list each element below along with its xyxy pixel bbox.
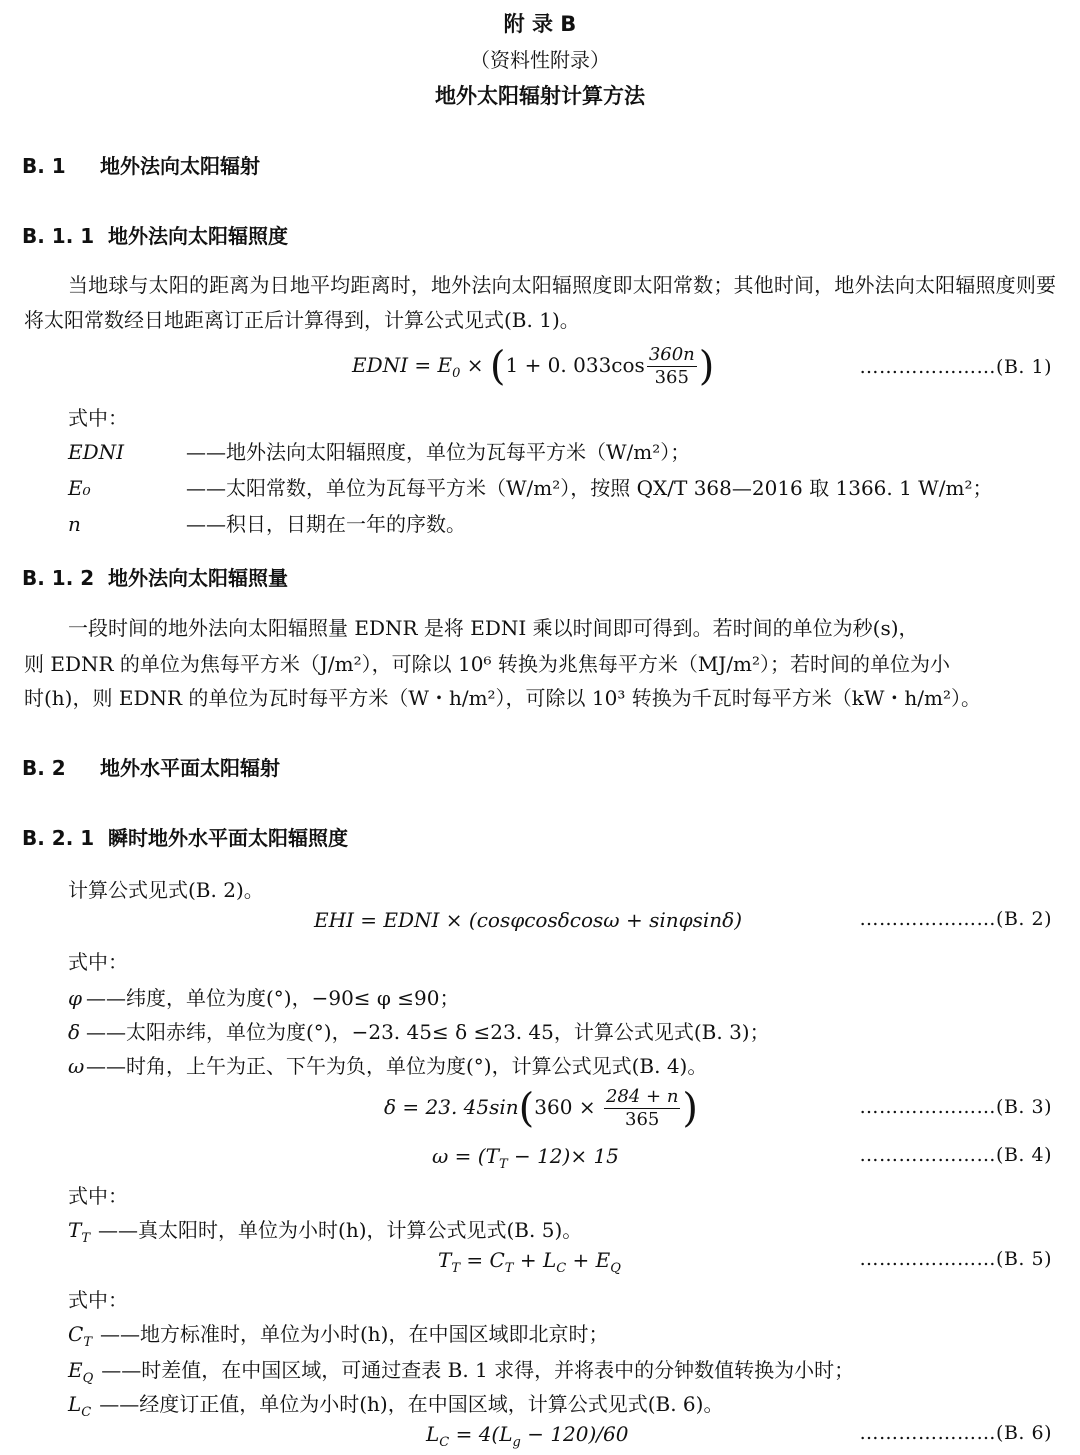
appendix-label: 附 录 B (503, 12, 577, 36)
paragraph: 当地球与太阳的距离为日地平均距离时，地外法向太阳辐照度即太阳常数；其他时间，地外法向太阳辐照度则要将太阳常数经日地距离订正后计算得到，计算公式见式(B. 1)。 (24, 273, 1056, 332)
section-title: 地外水平面太阳辐射 (100, 756, 280, 780)
eq-sub: T (498, 1157, 508, 1172)
eq-sub: T (451, 1261, 461, 1276)
eq-sub: T (504, 1261, 514, 1276)
definition-ct (68, 1318, 608, 1350)
eq-part: L (426, 1422, 440, 1446)
section-title: 地外法向太阳辐照量 (108, 566, 288, 590)
def-text: ——地外法向太阳辐照度，单位为瓦每平方米（W/m²）； (186, 440, 691, 464)
frac-denominator: 365 (654, 367, 689, 388)
def-symbol: φ (68, 986, 83, 1010)
paragraph-line: 一段时间的地外法向太阳辐照量 EDNR 是将 EDNI 乘以时间即可得到。若时间的单位为秒(s)， (68, 616, 919, 640)
eq-sub: 0 (452, 366, 461, 381)
eq-sub: Q (610, 1261, 621, 1276)
def-sub: T (81, 1231, 91, 1246)
eq-times: × (460, 353, 490, 377)
def-symbol: E (68, 1358, 83, 1382)
eq-lhs: EDNI = E (352, 353, 453, 377)
equation-number-b6: …………………(B. 6) (859, 1422, 1052, 1444)
equation-b1: EDNI = $E_0 \times (1 + 0$. 033cos $\frac{360n}{365}$ ) (352, 343, 715, 390)
section-b1-2 (22, 562, 288, 591)
section-b1-1 (22, 220, 288, 249)
eq-fraction (604, 1086, 680, 1131)
appendix-title: 地外太阳辐射计算方法 (435, 84, 645, 108)
def-symbol: EDNI (68, 440, 125, 464)
section-number: B. 1. 1 (22, 224, 95, 248)
equation-b2: EHI = EDNI × (cosφcosδcosω + sinφsinδ) (314, 908, 742, 932)
equation-b4 (432, 1144, 619, 1172)
def-text: ——地方标准时，单位为小时(h)，在中国区域即北京时； (99, 1322, 609, 1346)
section-title: 瞬时地外水平面太阳辐照度 (108, 826, 348, 850)
def-text: ——时差值，在中国区域，可通过查表 B. 1 求得，并将表中的分钟数值转换为小时； (101, 1358, 855, 1382)
appendix-type: （资料性附录） (470, 48, 610, 72)
eq-sub: C (556, 1261, 567, 1276)
eq-rest: − 12)× 15 (507, 1144, 619, 1168)
definition-phi (68, 982, 460, 1011)
section-b1 (22, 150, 260, 179)
def-text: ——太阳常数，单位为瓦每平方米（W/m²），按照 QX/T 368—2016 取 1366. 1 W/m²； (186, 476, 993, 500)
equation-number-b4: …………………(B. 4) (859, 1144, 1052, 1166)
definition-edni (68, 436, 690, 465)
paragraph-line: 则 EDNR 的单位为焦每平方米（J/m²），可除以 10⁶ 转换为兆焦每平方米（MJ/m²）；若时间的单位为小 (24, 652, 951, 676)
section-number: B. 1. 2 (22, 566, 95, 590)
eq-part: = C (460, 1248, 505, 1272)
definition-omega (68, 1050, 707, 1079)
eq-sub: g (512, 1435, 521, 1450)
def-symbol: E₀ (68, 476, 91, 500)
eq-part: T (438, 1248, 452, 1272)
definition-eq (68, 1354, 854, 1386)
intro-text: 计算公式见式(B. 2)。 (68, 878, 264, 902)
def-symbol: T (68, 1218, 82, 1242)
def-text: ——积日，日期在一年的序数。 (186, 512, 466, 536)
definition-e0 (68, 472, 992, 501)
section-title: 地外法向太阳辐射 (100, 154, 260, 178)
eq-sub: C (439, 1435, 450, 1450)
where-label: 式中： (68, 1184, 128, 1208)
equation-number-b1: …………………(B. 1) (859, 356, 1052, 378)
frac-numerator: 360n (648, 344, 695, 365)
where-label: 式中： (68, 950, 128, 974)
def-symbol: L (68, 1392, 82, 1416)
def-text: ——太阳赤纬，单位为度(°)，−23. 45≤ δ ≤23. 45，计算公式见式(B. 3)； (86, 1020, 770, 1044)
eq-lhs: ω = (T (432, 1144, 499, 1168)
equation-b3: δ = 23. 45sin(360 × $\frac{284 + n}{365}$ ) (384, 1085, 699, 1132)
where-label: 式中： (68, 406, 128, 430)
def-symbol: δ (68, 1020, 81, 1044)
def-text: ——纬度，单位为度(°)，−90≤ φ ≤90； (86, 986, 460, 1010)
eq-lhs: δ = 23. 45sin (384, 1095, 519, 1119)
def-text: ——经度订正值，单位为小时(h)，在中国区域，计算公式见式(B. 6)。 (99, 1392, 724, 1416)
def-symbol: ω (68, 1054, 85, 1078)
def-symbol: C (68, 1322, 84, 1346)
equation-b5 (438, 1248, 621, 1276)
frac-numerator: 284 + n (605, 1086, 679, 1107)
equation-number-b3: …………………(B. 3) (859, 1096, 1052, 1118)
paragraph-line: 时(h)，则 EDNR 的单位为瓦时每平方米（W・h/m²），可除以 10³ 转换为千瓦时每平方米（kW・h/m²）。 (24, 686, 982, 710)
equation-number-b5: …………………(B. 5) (859, 1248, 1052, 1270)
eq-part: + E (566, 1248, 611, 1272)
section-number: B. 1 (22, 154, 66, 178)
definition-delta (68, 1016, 770, 1045)
def-sub: T (83, 1335, 92, 1350)
def-text: ——真太阳时，单位为小时(h)，计算公式见式(B. 5)。 (98, 1218, 583, 1242)
def-symbol: n (68, 512, 81, 536)
equation-number-b2: …………………(B. 2) (859, 908, 1052, 930)
eq-part: = 4(L (449, 1422, 513, 1446)
definition-n (68, 508, 466, 537)
where-label: 式中： (68, 1288, 128, 1312)
equation-b6 (426, 1422, 628, 1450)
section-b2-1 (22, 822, 348, 851)
section-number: B. 2 (22, 756, 66, 780)
eq-inner: 1 + 0. 033cos (505, 353, 645, 377)
def-text: ——时角，上午为正、下午为负，单位为度(°)，计算公式见式(B. 4)。 (86, 1054, 708, 1078)
definition-tt (68, 1214, 582, 1246)
eq-part: − 120)/60 (520, 1422, 629, 1446)
eq-fraction (647, 344, 697, 389)
eq-part: + L (513, 1248, 557, 1272)
def-sub: C (81, 1405, 92, 1420)
section-number: B. 2. 1 (22, 826, 95, 850)
definition-lc (68, 1388, 723, 1420)
section-b2 (22, 752, 280, 781)
def-sub: Q (82, 1371, 94, 1386)
eq-inner: 360 × (534, 1095, 602, 1119)
section-title: 地外法向太阳辐照度 (108, 224, 288, 248)
frac-denominator: 365 (625, 1109, 660, 1130)
